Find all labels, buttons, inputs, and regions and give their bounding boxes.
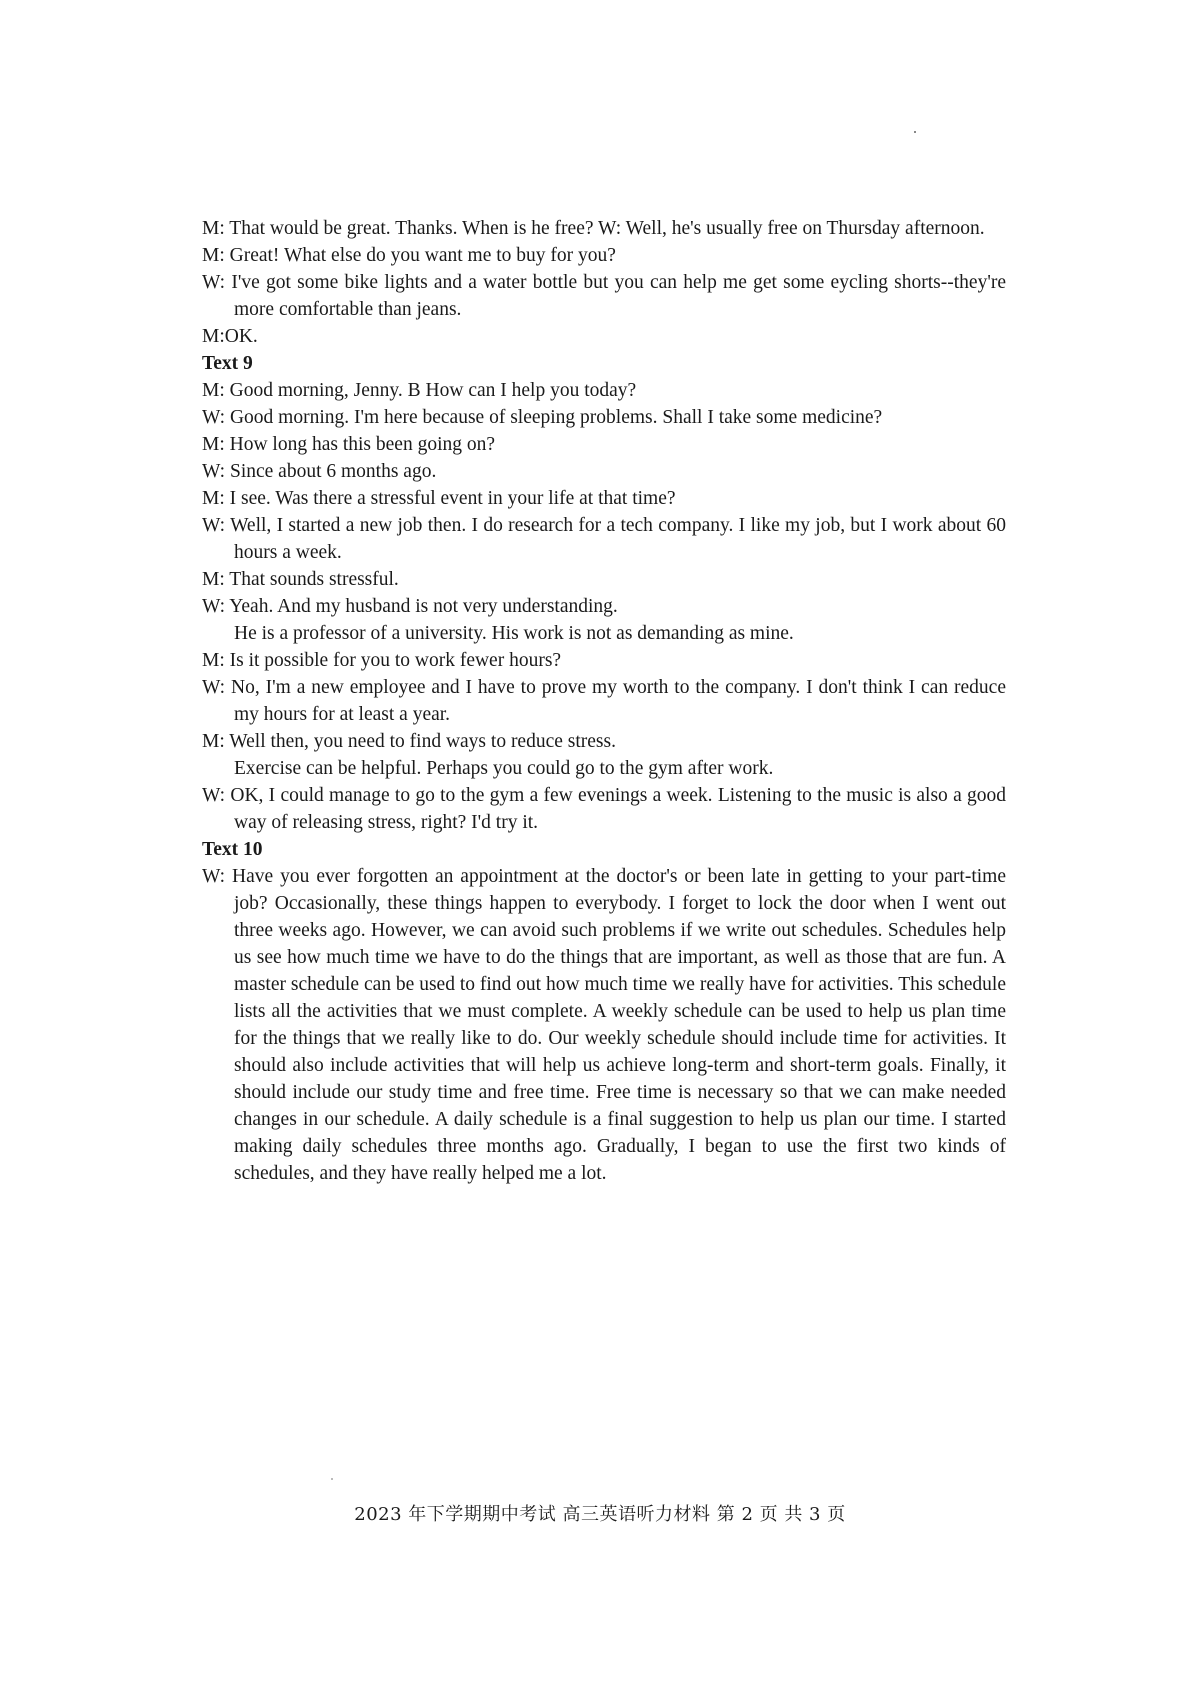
dialogue-line: W: OK, I could manage to go to the gym a few evenings a week. Listening to the music is also a good way of releasing stress, right? I'd try it. [202,785,1006,833]
dialogue-line: M: Great! What else do you want me to buy for you? [202,245,616,266]
dialogue-line: M: I see. Was there a stressful event in your life at that time? [202,488,676,509]
dialogue-line: M: That sounds stressful. [202,569,399,590]
transcript-body [202,215,1006,1187]
dialogue-line: M: That would be great. Thanks. When is he free? W: Well, he's usually free on Thursday afternoon. [202,218,985,239]
scan-speck [331,1478,333,1480]
dialogue-line: W: I've got some bike lights and a water bottle but you can help me get some eycling shorts--they're more comfortable than jeans. [202,272,1006,320]
dialogue-line: M: Is it possible for you to work fewer hours? [202,650,562,671]
scan-speck [914,131,916,133]
dialogue-line: W: No, I'm a new employee and I have to prove my worth to the company. I don't think I can reduce my hours for at least a year. [202,677,1006,725]
section-heading: Text 10 [202,839,263,860]
dialogue-line: M:OK. [202,326,258,347]
dialogue-line: W: Well, I started a new job then. I do research for a tech company. I like my job, but I work about 60 hours a week. [202,515,1006,563]
dialogue-line: W: Have you ever forgotten an appointment at the doctor's or been late in getting to your part-time job? Occasionally, these things happen to everybody. I forget to lock the door when I went out three weeks ago. However, we can avoid such problems if we write out schedules. Schedules help us see how much time we have to do the things that are important, as well as those that are fun. A master schedule can be used to find out how much time we really have for activities. This schedule lists all the activities that we must complete. A weekly schedule can be used to help us plan time for the things that we really like to do. Our weekly schedule should include time for activities. It should also include activities that will help us achieve long-term and short-term goals. Finally, it should include our study time and free time. Free time is necessary so that we can make needed changes in our schedule. A daily schedule is a final suggestion to help us plan our time. I started making daily schedules three months ago. Gradually, I began to use the first two kinds of schedules, and they have really helped me a lot. [202,866,1006,1184]
dialogue-line: M: Good morning, Jenny. B How can I help you today? [202,380,637,401]
section-heading: Text 9 [202,353,253,374]
dialogue-line: W: Yeah. And my husband is not very understanding. [202,596,618,617]
dialogue-continuation: Exercise can be helpful. Perhaps you could go to the gym after work. [234,758,774,779]
dialogue-continuation: He is a professor of a university. His work is not as demanding as mine. [234,623,794,644]
dialogue-line: M: Well then, you need to find ways to reduce stress. [202,731,616,752]
dialogue-line: W: Good morning. I'm here because of sleeping problems. Shall I take some medicine? [202,407,883,428]
dialogue-line: W: Since about 6 months ago. [202,461,437,482]
page-footer: 2023 年下学期期中考试 高三英语听力材料 第 2 页 共 3 页 [354,1504,846,1525]
dialogue-line: M: How long has this been going on? [202,434,496,455]
